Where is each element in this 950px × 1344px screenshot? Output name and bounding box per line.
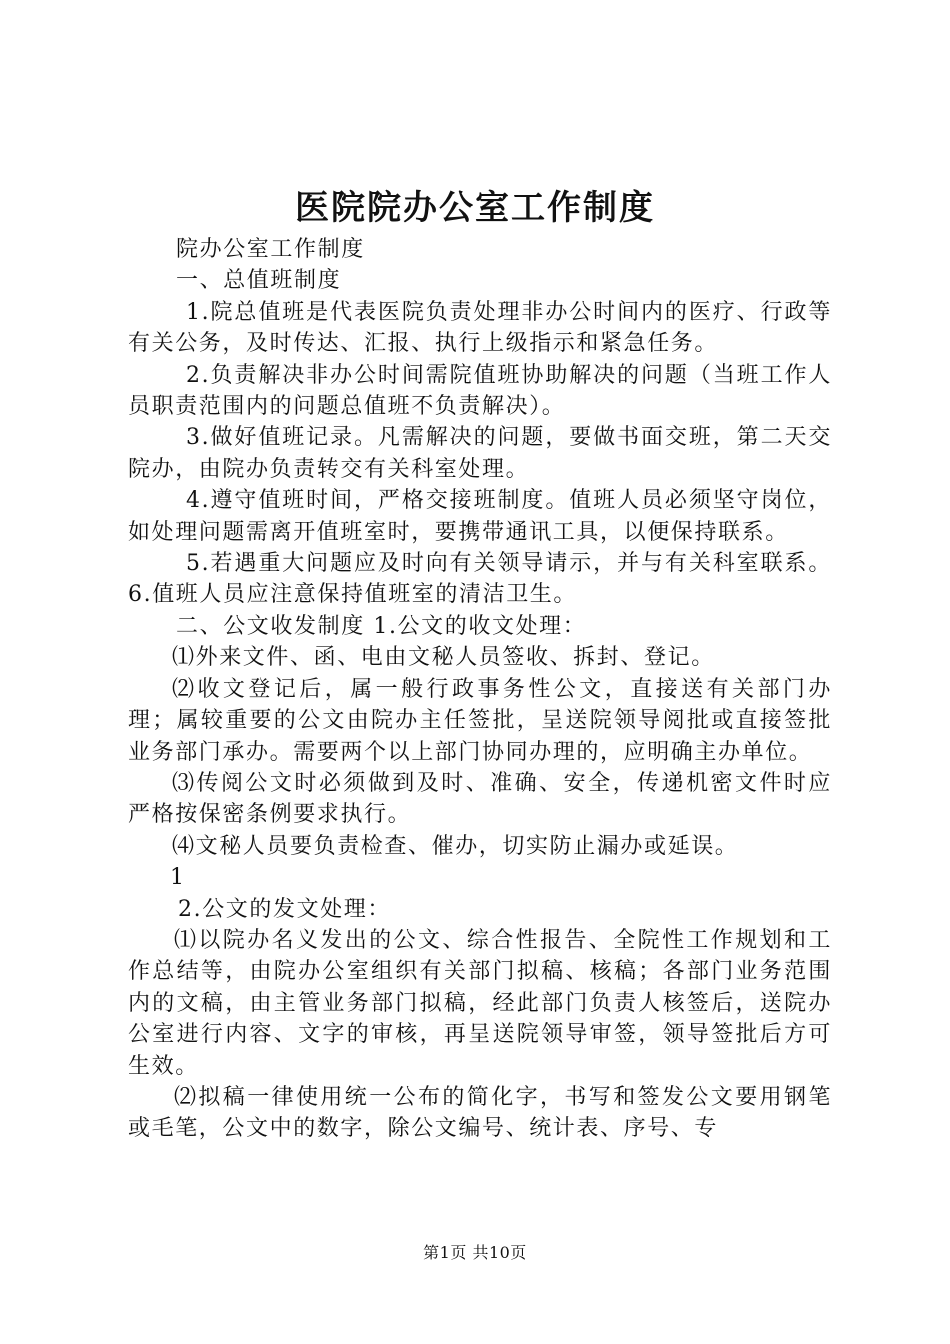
- section-heading: 二、公文收发制度 1.公文的收文处理：: [176, 613, 587, 639]
- body-paragraph: ⑵拟稿一律使用统一公布的简化字，书写和签发公文要用钢笔或毛笔，公文中的数字，除公文编号、统计表、序号、专: [128, 1084, 832, 1142]
- body-paragraph: ⑷文秘人员要负责检查、催办，切实防止漏办或延误。: [172, 833, 739, 859]
- body-paragraph: ⑵收文登记后，属一般行政事务性公文，直接送有关部门办理；属较重要的公文由院办主任签批，呈送院领导阅批或直接签批业务部门承办。需要两个以上部门协同办理的，应明确主办单位。: [128, 676, 832, 765]
- document-title: 医院院办公室工作制度: [295, 188, 655, 228]
- body-paragraph: 1.院总值班是代表医院负责处理非办公时间内的医疗、行政等有关公务，及时传达、汇报、执行上级指示和紧急任务。: [128, 299, 832, 357]
- body-paragraph: 2.公文的发文处理：: [178, 896, 391, 922]
- body-paragraph: 5.若遇重大问题应及时向有关领导请示，并与有关科室联系。 6.值班人员应注意保持值班室的清洁卫生。: [128, 551, 832, 608]
- inline-page-number: 1: [170, 865, 186, 891]
- body-paragraph: ⑶传阅公文时必须做到及时、准确、安全，传递机密文件时应严格按保密条例要求执行。: [128, 770, 832, 828]
- body-paragraph: 3.做好值班记录。凡需解决的问题，要做书面交班，第二天交院办，由院办负责转交有关科室处理。: [128, 425, 832, 482]
- subtitle-paragraph: 院办公室工作制度: [176, 237, 365, 262]
- body-paragraph: 4.遵守值班时间，严格交接班制度。值班人员必须坚守岗位，如处理问题需离开值班室时，要携带通讯工具，以便保持联系。: [128, 488, 832, 545]
- body-paragraph: ⑴以院办名义发出的公文、综合性报告、全院性工作规划和工作总结等，由院办公室组织有关部门拟稿、核稿；各部门业务范围内的文稿，由主管业务部门拟稿，经此部门负责人核签后，送院办公室进行内容、文字的审核，再呈送院领导审签，领导签批后方可生效。: [128, 927, 832, 1079]
- section-heading: 一、总值班制度: [176, 268, 342, 294]
- body-paragraph: ⑴外来文件、函、电由文秘人员签收、拆封、登记。: [172, 645, 715, 671]
- body-paragraph: 2.负责解决非办公时间需院值班协助解决的问题（当班工作人员职责范围内的问题总值班不负责解决）。: [128, 362, 832, 420]
- page-footer: 第1页 共10页: [423, 1243, 527, 1262]
- document-body: [128, 234, 832, 1145]
